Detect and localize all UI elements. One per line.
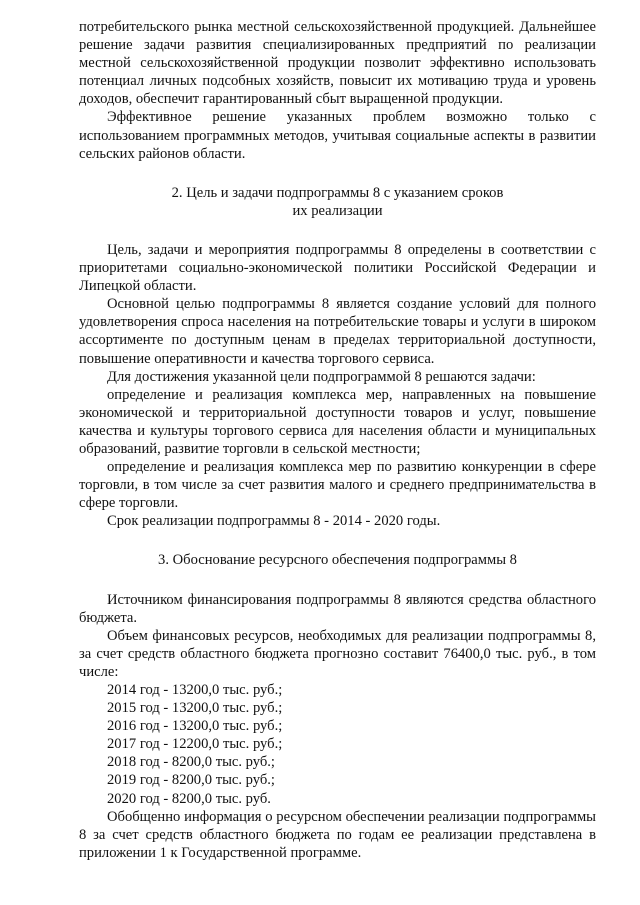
section-3-heading: 3. Обоснование ресурсного обеспечения подпрограммы 8	[158, 552, 517, 569]
funding-year-item: 2015 год - 13200,0 тыс. руб.;	[107, 700, 283, 717]
paragraph-tasks-intro: Для достижения указанной цели подпрограммой 8 решаются задачи:	[107, 368, 536, 385]
spacer	[79, 220, 596, 241]
funding-year-item: 2014 год - 13200,0 тыс. руб.;	[107, 682, 283, 698]
paragraph-summary: Обобщенно информация о ресурсном обеспечении реализации подпрограммы 8 за счет средств областного бюджета по годам ее реализации представлена в приложении 1 к Государственной программе.	[79, 808, 596, 861]
section-2-heading-line-2: их реализации	[292, 202, 383, 219]
spacer	[79, 530, 596, 551]
funding-year-item: 2017 год - 12200,0 тыс. руб.;	[107, 736, 283, 753]
spacer	[79, 163, 596, 184]
section-2-heading-line-1: 2. Цель и задачи подпрограммы 8 с указанием сроков	[171, 184, 504, 201]
paragraph-task-1: определение и реализация комплекса мер, направленных на повышение экономической и территориальной доступности товаров и услуг, повышение качества и культуры торгового сервиса для населения области и муниципальных образований, развитие торговли в сельской местности;	[79, 386, 596, 457]
funding-year-item: 2016 год - 13200,0 тыс. руб.;	[107, 718, 283, 735]
paragraph-main-goal: Основной целью подпрограммы 8 является создание условий для полного удовлетворения спроса населения на потребительские товары и услуги в широком ассортименте по доступным ценам в пределах территориальной доступности, повышение оперативности и качества торгового сервиса.	[79, 296, 596, 367]
paragraph-task-2: определение и реализация комплекса мер по развитию конкуренции в сфере торговли, в том числе за счет развития малого и среднего предпринимательства в сфере торговли.	[79, 459, 596, 512]
paragraph-funding-volume: Объем финансовых ресурсов, необходимых для реализации подпрограммы 8, за счет средств областного бюджета прогнозно составит 76400,0 тыс. руб., в том числе:	[79, 627, 596, 680]
funding-year-item: 2020 год - 8200,0 тыс. руб.	[107, 790, 271, 807]
paragraph-funding-source: Источником финансирования подпрограммы 8 являются средства областного бюджета.	[79, 591, 596, 626]
paragraph-effective-solution: Эффективное решение указанных проблем возможно только с использованием программных методов, учитывая социальные аспекты в развитии сельских районов области.	[79, 109, 596, 162]
paragraph-goals-defined: Цель, задачи и мероприятия подпрограммы 8 определены в соответствии с приоритетами социально-экономической политики Российской Федерации и Липецкой области.	[79, 241, 596, 295]
funding-by-year-list	[79, 681, 596, 808]
paragraph-consumer-market: потребительского рынка местной сельскохозяйственной продукцией. Дальнейшее решение задачи развития специализированных предприятий по реализации местной сельскохозяйственной продукции позволит эффективно использовать потенциал личных подсобных хозяйств, повысит их мотивацию труда и уровень доходов, обеспечит гарантированный сбыт выращенной продукции.	[79, 19, 596, 108]
funding-year-item: 2019 год - 8200,0 тыс. руб.;	[107, 772, 275, 789]
paragraph-term: Срок реализации подпрограммы 8 - 2014 - 2020 годы.	[107, 513, 441, 530]
funding-year-item: 2018 год - 8200,0 тыс. руб.;	[107, 754, 275, 771]
spacer	[79, 570, 596, 591]
